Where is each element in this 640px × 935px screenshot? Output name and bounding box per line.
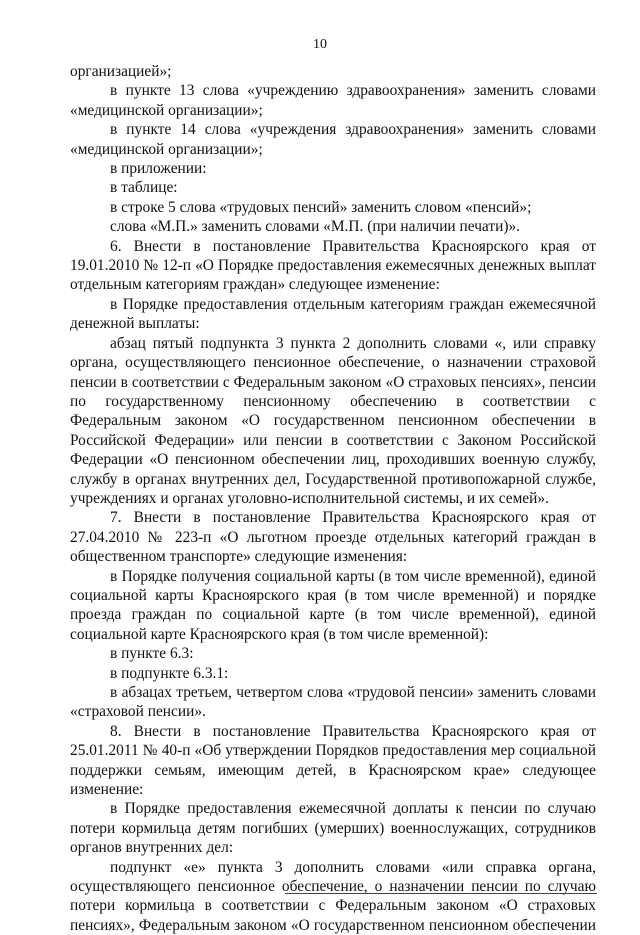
paragraph-3: в приложении: bbox=[110, 160, 207, 178]
page-number: 10 bbox=[313, 37, 327, 52]
paragraph-12: в пункте 6.3: bbox=[110, 645, 194, 663]
paragraph-6: слова «М.П.» заменить словами «М.П. (при наличии печати)». bbox=[110, 218, 521, 236]
paragraph-8: в Порядке предоставления отдельным категориям граждан ежемесячной денежной выплаты: bbox=[70, 295, 596, 333]
paragraph-7: 6. Внести в постановление Правительства Красноярского края от 19.01.2010 № 12-п «О Порядке предоставления ежемесячных денежных выплат отдельным категориям граждан» следующее изменение: bbox=[70, 237, 596, 294]
paragraph-14: в абзацах третьем, четвертом слова «трудовой пенсии» заменить словами «страховой пенсии». bbox=[70, 684, 596, 721]
paragraph-16: в Порядке предоставления ежемесячной доплаты к пенсии по случаю потери кормильца детям погибших (умерших) военнослужащих, сотрудников органов внутренних дел: bbox=[70, 800, 596, 857]
paragraph-11: в Порядке получения социальной карты (в том числе временной), единой социальной карты Красноярского края (в том числе временной) и порядке проезда граждан по социальной карте (в том числе временной), единой социальной карте Красноярского края (в том числе временной): bbox=[70, 567, 596, 643]
paragraph-13: в подпункте 6.3.1: bbox=[110, 664, 229, 682]
paragraph-0: организацией»; bbox=[70, 63, 172, 80]
paragraph-9: абзац пятый подпункта 3 пункта 2 дополнить словами «, или справку органа, осуществляющего пенсионное обеспечение, о назначении страховой пенсии в соответствии с Федеральным законом «О страховых пенсиях», пенсии по государственному пенсионному обеспечению в соответствии с Федеральным законом «О государственном пенсионном обеспечении в Российской Федерации» или пенсии в соответствии с Законом Российской Федерации «О пенсионном обеспечении лиц, проходивших военную службу, службу в органах внутренних дел, Государственной противопожарной службе, учреждениях и органах уголовно-исполнительной системы, и их семей». bbox=[70, 334, 596, 507]
document-body bbox=[70, 62, 596, 935]
paragraph-15: 8. Внести в постановление Правительства Красноярского края от 25.01.2011 № 40-п «Об утверждении Порядков предоставления мер социальной поддержки семьям, имеющим детей, в Красноярском крае» следующее изменение: bbox=[70, 722, 596, 799]
paragraph-1: в пункте 13 слова «учреждению здравоохранения» заменить словами «медицинской организации»; bbox=[70, 82, 596, 119]
paragraph-10: 7. Внести в постановление Правительства Красноярского края от 27.04.2010 № 223-п «О льготном проезде отдельных категорий граждан в общественном транспорте» следующие изменения: bbox=[70, 509, 596, 566]
paragraph-4: в таблице: bbox=[110, 179, 178, 197]
paragraph-17: подпункт «е» пункта 3 дополнить словами «или справка органа, осуществляющего пенсионное обеспечение, о назначении пенсии по случаю потери кормильца в соответствии с Федеральным законом «О страховых пенсиях», Федеральным законом «О государственном пенсионном обеспечении bbox=[70, 858, 596, 934]
bottom-divider bbox=[285, 893, 597, 894]
paragraph-5: в строке 5 слова «трудовых пенсий» заменить словом «пенсий»; bbox=[110, 198, 532, 216]
paragraph-2: в пункте 14 слова «учреждения здравоохранения» заменить словами «медицинской организации»; bbox=[70, 121, 596, 158]
